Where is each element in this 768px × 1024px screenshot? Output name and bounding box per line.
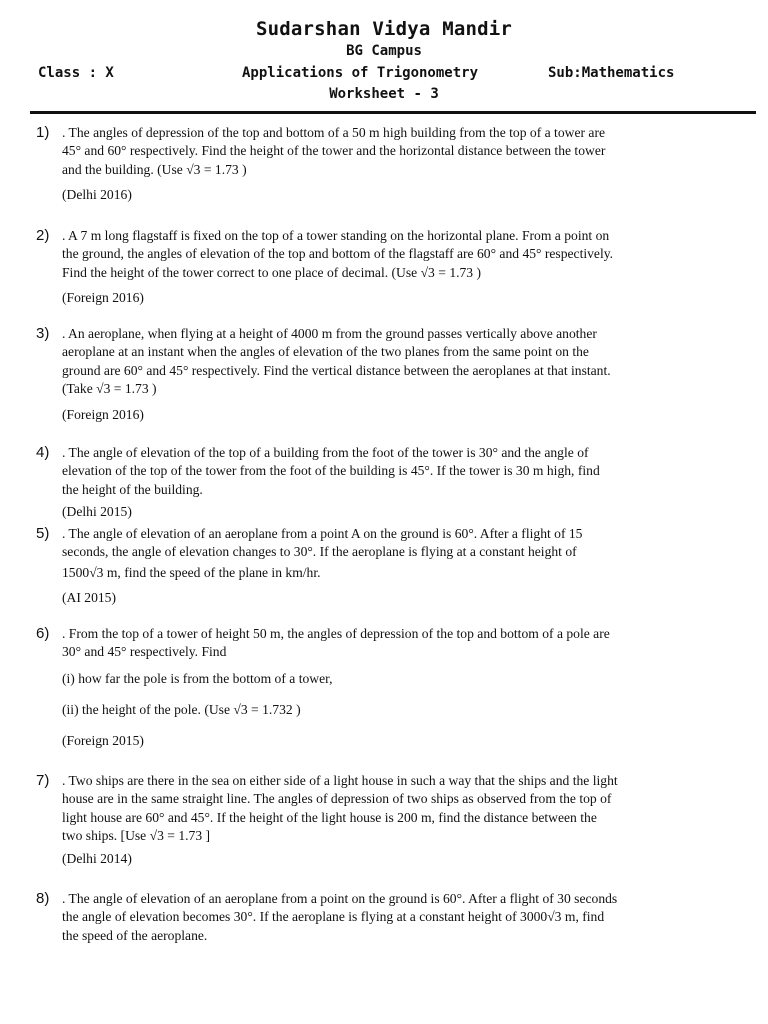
question-line: ground are 60° and 45° respectively. Find the vertical distance between the aeroplanes at that instant. [62,362,611,378]
question-number: 3) [36,325,50,342]
question-line: the speed of the aeroplane. [62,927,208,943]
question-source: (AI 2015) [62,590,116,606]
question-part: (ii) the height of the pole. (Use √3 = 1.732 ) [62,702,301,718]
question-line: seconds, the angle of elevation changes to 30°. If the aeroplane is flying at a constant height of [62,544,577,560]
question-line: 1500√3 m, find the speed of the plane in km/hr. [62,564,321,580]
question-line: . The angle of elevation of an aeroplane from a point A on the ground is 60°. After a flight of 15 [62,526,583,541]
question-line: the ground, the angles of elevation of the top and bottom of the flagstaff are 60° and 45° respectively. [62,246,614,262]
topic-title: Applications of Trigonometry [242,65,479,81]
question-line: . An aeroplane, when flying at a height of 4000 m from the ground passes vertically above another [62,326,597,341]
question-line: . The angle of elevation of the top of a building from the foot of the tower is 30° and the angle of [62,445,589,460]
question-line: 30° and 45° respectively. Find [62,644,227,660]
question-source: (Foreign 2015) [62,732,144,748]
school-name: Sudarshan Vidya Mandir [255,18,513,40]
header-divider [30,111,756,114]
question-line: light house are 60° and 45°. If the height of the light house is 200 m, find the distance between the [62,809,597,825]
question-number: 4) [36,444,50,461]
question-number: 8) [36,890,50,907]
question-line: the height of the building. [62,481,203,497]
question-line: the angle of elevation becomes 30°. If the aeroplane is flying at a constant height of 3000√3 m, find [62,909,605,925]
question-source: (Delhi 2015) [62,504,132,520]
question-line: 45° and 60° respectively. Find the height of the tower and the horizontal distance between the tower [62,143,606,159]
question-line: elevation of the top of the tower from the foot of the building is 45°. If the tower is 30 m high, find [62,463,600,479]
question-number: 6) [36,625,50,642]
question-source: (Foreign 2016) [62,290,144,306]
question-source: (Delhi 2014) [62,850,132,866]
question-number: 7) [36,772,50,789]
question-number: 2) [36,227,50,244]
question-line: aeroplane at an instant when the angles of elevation of the two planes from the same point on the [62,344,589,360]
question-source: (Foreign 2016) [62,406,144,422]
question-line: . From the top of a tower of height 50 m, the angles of depression of the top and bottom of a pole are [62,626,610,641]
campus-name: BG Campus [346,43,422,59]
question-line: (Take √3 = 1.73 ) [62,381,157,397]
worksheet-number: Worksheet - 3 [329,86,439,102]
question-line: . A 7 m long flagstaff is fixed on the top of a tower standing on the horizontal plane. From a point on [62,228,610,243]
subject-label: Sub:Mathematics [548,65,675,81]
question-line: . The angles of depression of the top and bottom of a 50 m high building from the top of a tower are [62,125,605,140]
question-number: 5) [36,525,50,542]
question-line: . Two ships are there in the sea on either side of a light house in such a way that the ships and the light [62,773,618,788]
question-line: house are in the same straight line. The angles of depression of two ships as observed from the top of [62,791,612,807]
question-line: . The angle of elevation of an aeroplane from a point on the ground is 60°. After a flight of 30 seconds [62,891,618,906]
question-line: Find the height of the tower correct to one place of decimal. (Use √3 = 1.73 ) [62,264,482,280]
question-line: and the building. (Use √3 = 1.73 ) [62,161,247,177]
class-label: Class : X [38,65,114,81]
question-line: two ships. [Use √3 = 1.73 ] [62,828,211,844]
question-number: 1) [36,124,50,141]
question-part: (i) how far the pole is from the bottom of a tower, [62,670,333,686]
question-source: (Delhi 2016) [62,187,132,203]
